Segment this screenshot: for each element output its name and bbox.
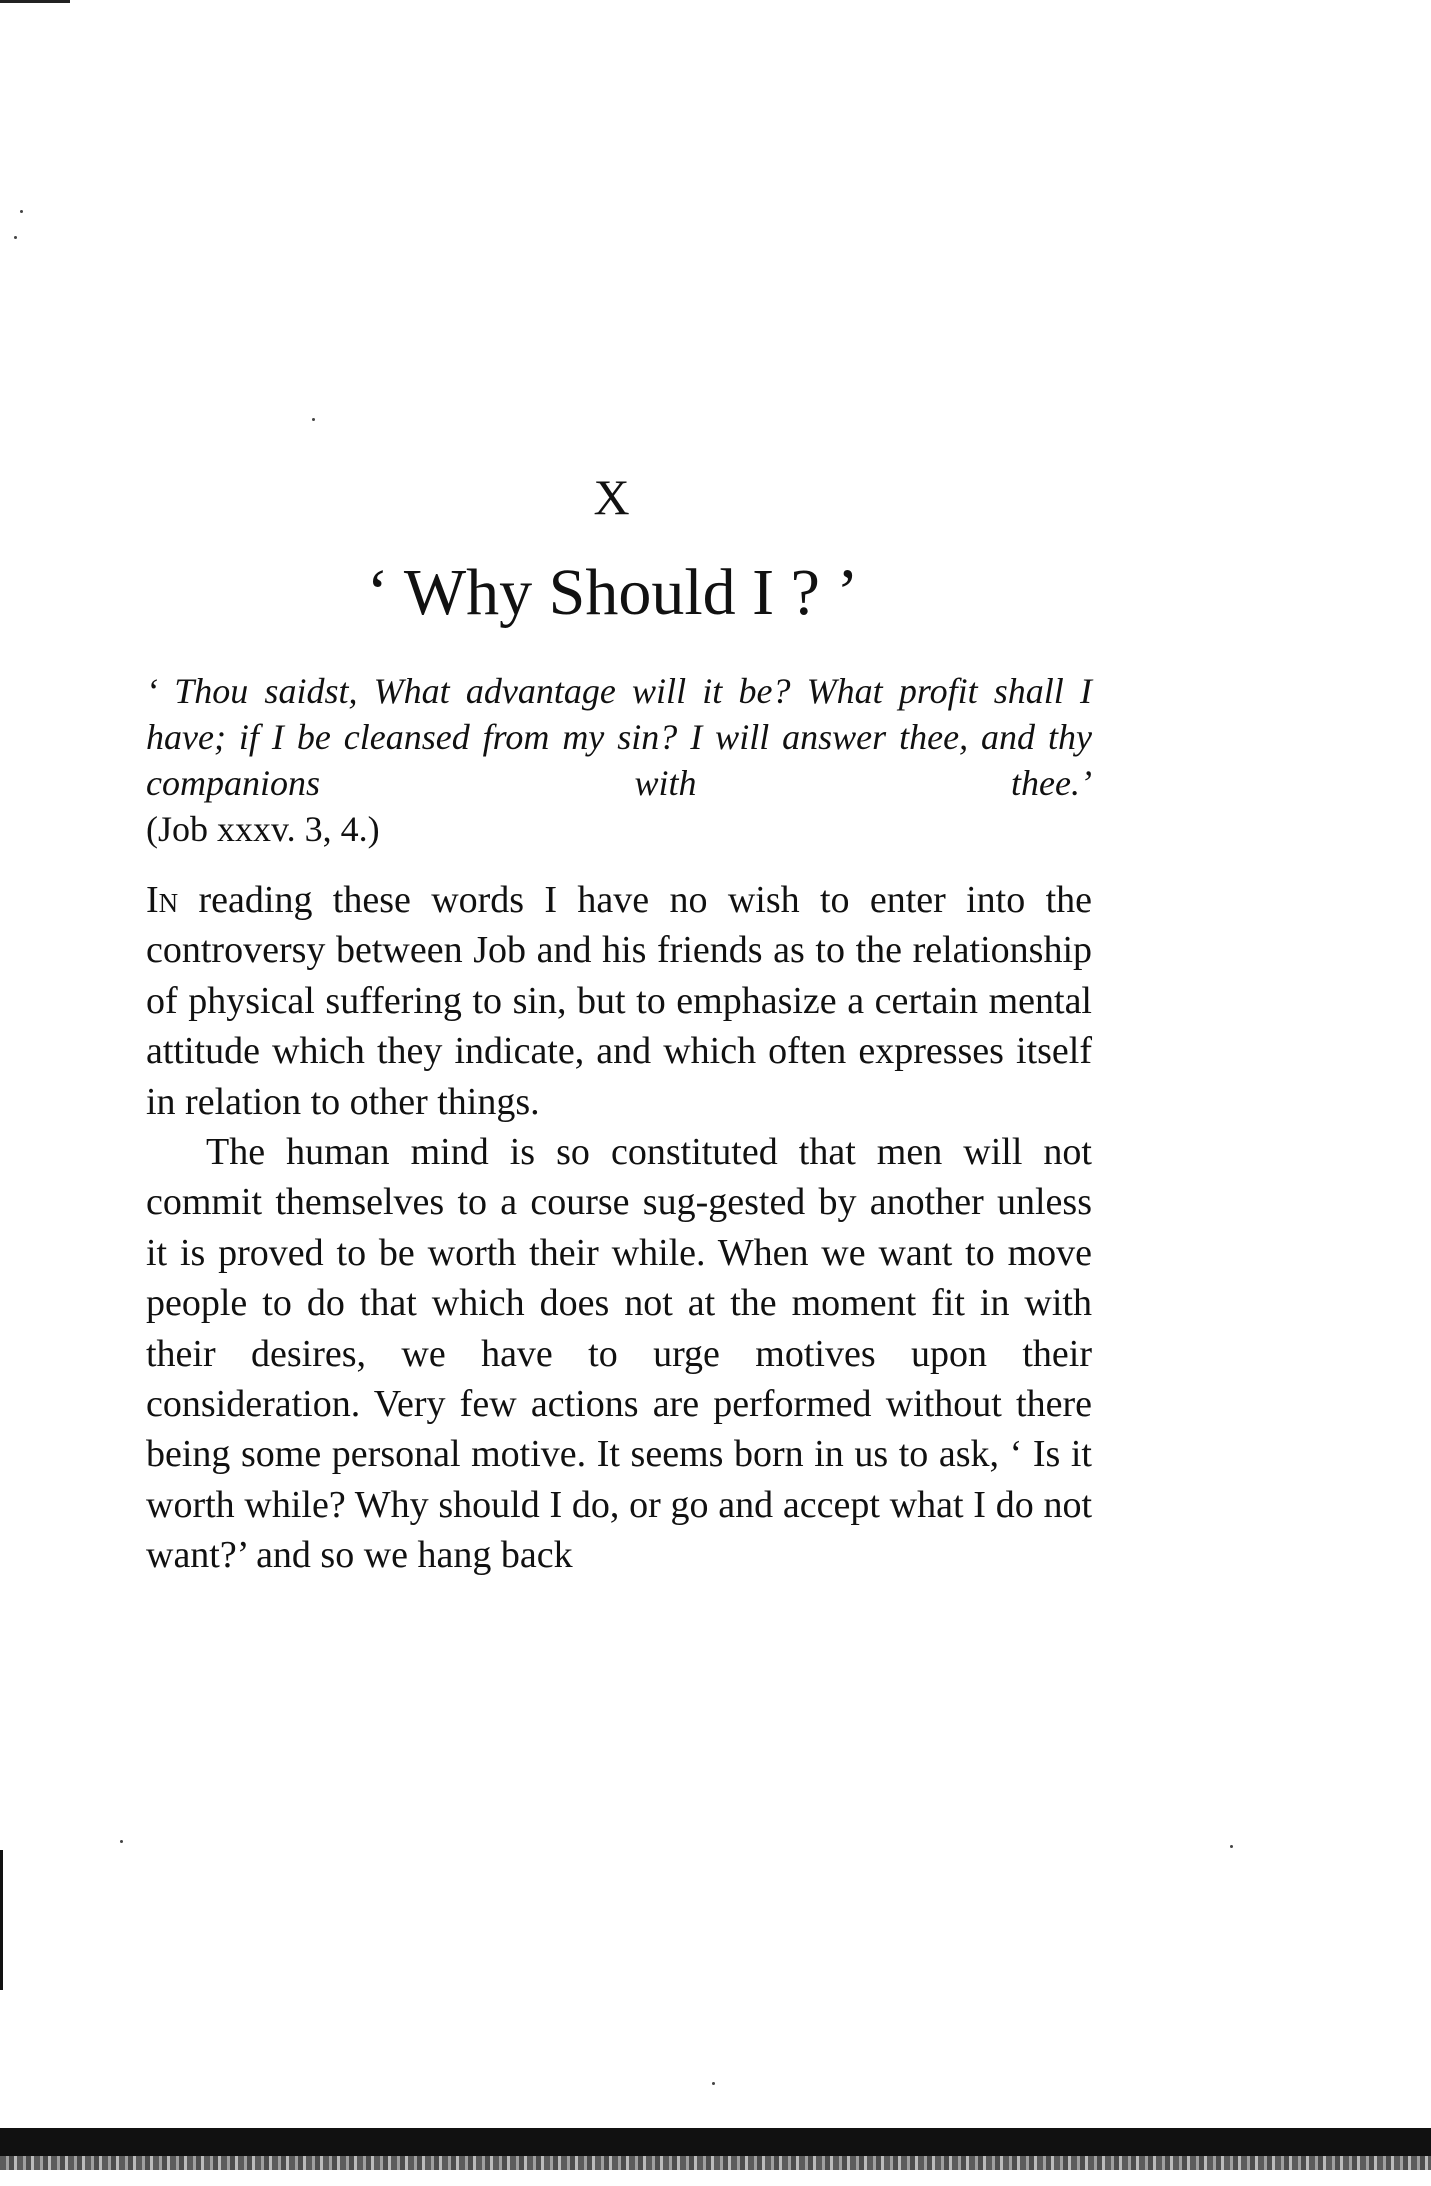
paragraph-1-text: reading these words I have no wish to enter into the controversy between Job and his friends as to the relationship of physical suffering to sin, but to emphasize a certain mental attitude which they indicate, and which often expresses itself in relation to other things. bbox=[146, 879, 1092, 1123]
scan-corner-mark bbox=[0, 0, 70, 3]
chapter-title: ‘ Why Should I ? ’ bbox=[366, 556, 859, 629]
paragraph-2: The human mind is so constituted that men will not commit themselves to a course sug-gested by another unless it is proved to be worth their while. When we want to move people to do that which does not at the moment fit in with their desires, we have to urge motives upon their consideration. Very few actions are performed without there being some personal motive. It seems born in us to ask, ‘ Is it worth while? Why should I do, or go and accept what I do not want?’ and so we hang back bbox=[146, 1131, 1092, 1577]
paragraph-1-lead: In bbox=[146, 879, 179, 921]
epigraph-reference: (Job xxxv. 3, 4.) bbox=[146, 809, 380, 849]
epigraph-quote: ‘ Thou saidst, What advantage will it be? What profit shall I have; if I be cleansed from my sin? I will answer thee, and thy companions with thee.’ bbox=[146, 671, 1092, 803]
scan-edge-line bbox=[0, 1850, 3, 1990]
chapter-body bbox=[146, 875, 1092, 1581]
chapter-number: X bbox=[593, 469, 632, 525]
scan-bottom-noise bbox=[0, 2156, 1431, 2170]
epigraph bbox=[146, 668, 1092, 852]
paragraph-1 bbox=[146, 875, 1092, 1127]
scan-bottom-band bbox=[0, 2128, 1431, 2156]
